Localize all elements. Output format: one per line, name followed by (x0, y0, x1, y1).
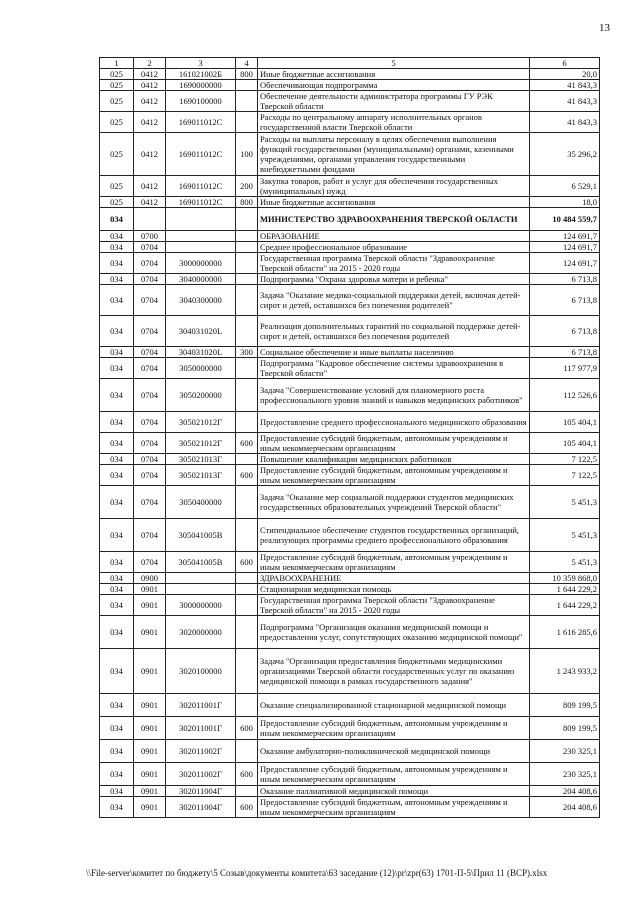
cell-admin-code: 034 (100, 285, 134, 316)
cell-expense-type (236, 242, 258, 253)
cell-description: Оказание специализированной стационарной медицинской помощи (258, 694, 530, 717)
cell-description: Предоставление субсидий бюджетным, автономным учреждениям и иным некоммерческим организациям (258, 763, 530, 786)
cell-expense-type: 800 (236, 197, 258, 208)
cell-expense-type: 600 (236, 797, 258, 818)
cell-section-code: 0704 (134, 285, 166, 316)
cell-amount: 5 451,3 (530, 552, 600, 573)
cell-expense-type: 200 (236, 176, 258, 197)
cell-target-article (166, 231, 236, 242)
cell-amount: 6 529,1 (530, 176, 600, 197)
cell-admin-code: 034 (100, 486, 134, 519)
cell-admin-code: 025 (100, 80, 134, 91)
table-row (100, 740, 600, 763)
column-header: 5 (258, 58, 530, 69)
cell-expense-type: 600 (236, 552, 258, 573)
cell-description: Социальное обеспечение и иные выплаты населению (258, 347, 530, 358)
cell-section-code: 0704 (134, 465, 166, 486)
cell-description: Среднее профессиональное образование (258, 242, 530, 253)
cell-section-code: 0901 (134, 649, 166, 694)
cell-target-article: 169011012С (166, 176, 236, 197)
table-row (100, 552, 600, 573)
cell-admin-code: 034 (100, 694, 134, 717)
cell-target-article: 304031020L (166, 347, 236, 358)
cell-target-article: 305021013Г (166, 465, 236, 486)
cell-target-article: 161021002Б (166, 69, 236, 80)
page-number: 13 (599, 22, 610, 34)
table-row (100, 242, 600, 253)
cell-admin-code: 034 (100, 763, 134, 786)
cell-amount: 35 296,2 (530, 133, 600, 176)
cell-section-code: 0704 (134, 253, 166, 274)
cell-admin-code: 034 (100, 274, 134, 285)
table-row (100, 347, 600, 358)
cell-amount: 41 843,3 (530, 112, 600, 133)
cell-amount: 124 691,7 (530, 231, 600, 242)
cell-expense-type (236, 486, 258, 519)
cell-target-article: 3000000000 (166, 253, 236, 274)
cell-admin-code: 034 (100, 454, 134, 465)
cell-amount: 809 199,5 (530, 717, 600, 740)
cell-expense-type (236, 91, 258, 112)
cell-expense-type (236, 595, 258, 616)
cell-section-code: 0704 (134, 486, 166, 519)
cell-amount: 6 713,8 (530, 274, 600, 285)
column-header: 4 (236, 58, 258, 69)
cell-target-article: 302011001Г (166, 694, 236, 717)
cell-expense-type (236, 649, 258, 694)
cell-amount: 112 526,6 (530, 379, 600, 412)
cell-target-article: 3050000000 (166, 358, 236, 379)
cell-description: Предоставление субсидий бюджетным, автономным учреждениям и иным некоммерческим организациям (258, 465, 530, 486)
cell-section-code: 0704 (134, 433, 166, 454)
table-row (100, 412, 600, 433)
table-row (100, 694, 600, 717)
cell-expense-type (236, 274, 258, 285)
cell-target-article: 169011012С (166, 112, 236, 133)
cell-admin-code: 034 (100, 595, 134, 616)
cell-description: Задача "Оказание мер социальной поддержки студентов медицинских государственных образовательных учреждений Тверской области" (258, 486, 530, 519)
cell-expense-type: 600 (236, 433, 258, 454)
table-row (100, 786, 600, 797)
table-row (100, 717, 600, 740)
cell-section-code: 0704 (134, 316, 166, 347)
cell-description: Предоставление субсидий бюджетным, автономным учреждениям и иным некоммерческим организациям (258, 433, 530, 454)
cell-expense-type (236, 740, 258, 763)
cell-target-article: 305021012Г (166, 433, 236, 454)
cell-admin-code: 034 (100, 231, 134, 242)
cell-amount: 7 122,5 (530, 454, 600, 465)
cell-description: Задача "Совершенствование условий для планомерного роста профессионального уровня знаний и навыков медицинских работников" (258, 379, 530, 412)
cell-amount: 7 122,5 (530, 465, 600, 486)
cell-expense-type (236, 786, 258, 797)
cell-description: Повышение квалификации медицинских работников (258, 454, 530, 465)
cell-target-article: 169011012С (166, 197, 236, 208)
cell-amount: 20,0 (530, 69, 600, 80)
cell-amount: 204 408,6 (530, 797, 600, 818)
cell-target-article: 169011012С (166, 133, 236, 176)
table-header-row (100, 58, 600, 69)
cell-expense-type (236, 316, 258, 347)
column-header: 2 (134, 58, 166, 69)
cell-admin-code: 034 (100, 584, 134, 595)
cell-section-code: 0901 (134, 740, 166, 763)
cell-expense-type (236, 584, 258, 595)
cell-description: Расходы на выплаты персоналу в целях обеспечения выполнения функций государственными (муниципальными) органами, казенными учреждениями, органами управления государственными внебюджетными фондами (258, 133, 530, 176)
cell-description: Подпрограмма "Кадровое обеспечение системы здравоохранения в Тверской области" (258, 358, 530, 379)
cell-amount: 18,0 (530, 197, 600, 208)
budget-table (99, 57, 600, 818)
cell-expense-type: 600 (236, 717, 258, 740)
table-row (100, 231, 600, 242)
cell-expense-type: 800 (236, 69, 258, 80)
cell-section-code: 0412 (134, 197, 166, 208)
cell-target-article: 305041005В (166, 519, 236, 552)
cell-target-article: 1690000000 (166, 80, 236, 91)
cell-expense-type (236, 231, 258, 242)
cell-amount: 6 713,8 (530, 347, 600, 358)
cell-admin-code: 025 (100, 91, 134, 112)
cell-section-code: 0704 (134, 242, 166, 253)
cell-admin-code: 025 (100, 176, 134, 197)
cell-target-article: 3040000000 (166, 274, 236, 285)
cell-description: Обеспечение деятельности администратора программы ГУ РЭК Тверской области (258, 91, 530, 112)
cell-amount: 124 691,7 (530, 253, 600, 274)
cell-amount: 230 325,1 (530, 763, 600, 786)
cell-description: ОБРАЗОВАНИЕ (258, 231, 530, 242)
table-row (100, 274, 600, 285)
cell-section-code: 0704 (134, 358, 166, 379)
cell-description: Обеспечивающая подпрограмма (258, 80, 530, 91)
table-row (100, 649, 600, 694)
table-row (100, 763, 600, 786)
cell-expense-type (236, 285, 258, 316)
cell-expense-type: 300 (236, 347, 258, 358)
cell-expense-type (236, 379, 258, 412)
cell-description: Закупка товаров, работ и услуг для обеспечения государственных (муниципальных) нужд (258, 176, 530, 197)
cell-target-article: 3000000000 (166, 595, 236, 616)
cell-amount: 10 484 559,7 (530, 208, 600, 231)
cell-section-code: 0704 (134, 412, 166, 433)
cell-expense-type: 600 (236, 763, 258, 786)
cell-admin-code: 034 (100, 519, 134, 552)
table-row (100, 133, 600, 176)
cell-section-code: 0704 (134, 379, 166, 412)
cell-target-article (166, 573, 236, 584)
cell-description: Подпрограмма "Охрана здоровья матери и ребенка" (258, 274, 530, 285)
cell-admin-code: 034 (100, 797, 134, 818)
cell-description: Предоставление субсидий бюджетным, автономным учреждениям и иным некоммерческим организациям (258, 717, 530, 740)
cell-amount: 809 199,5 (530, 694, 600, 717)
cell-amount: 6 713,8 (530, 285, 600, 316)
cell-description: Предоставление субсидий бюджетным, автономным учреждениям и иным некоммерческим организациям (258, 552, 530, 573)
cell-target-article: 304031020L (166, 316, 236, 347)
table-row (100, 316, 600, 347)
table-row (100, 465, 600, 486)
cell-target-article: 302011002Г (166, 740, 236, 763)
cell-admin-code: 034 (100, 573, 134, 584)
cell-description: Иные бюджетные ассигнования (258, 197, 530, 208)
cell-expense-type (236, 80, 258, 91)
cell-amount: 124 691,7 (530, 242, 600, 253)
table-row (100, 112, 600, 133)
cell-section-code: 0704 (134, 347, 166, 358)
table-row (100, 573, 600, 584)
file-path-footer: \\File-server\комитет по бюджету\5 Созыв\документы комитета\63 заседание (12)\pr\zpr(63) 1701-П-5\Прил 11 (ВСР).xlsx (86, 868, 548, 878)
cell-description: Задача "Оказание медико-социальной поддержки детей, включая детей-сирот и детей, оставшихся без попечения родителей" (258, 285, 530, 316)
cell-admin-code: 034 (100, 253, 134, 274)
table-row (100, 176, 600, 197)
column-header: 1 (100, 58, 134, 69)
table-row (100, 797, 600, 818)
cell-admin-code: 025 (100, 133, 134, 176)
cell-section-code: 0901 (134, 584, 166, 595)
cell-description: Предоставление субсидий бюджетным, автономным учреждениям и иным некоммерческим организациям (258, 797, 530, 818)
cell-description: Реализация дополнительных гарантий по социальной поддержке детей-сирот и детей, оставшихся без попечения родителей (258, 316, 530, 347)
column-header: 3 (166, 58, 236, 69)
cell-section-code: 0704 (134, 454, 166, 465)
cell-section-code: 0901 (134, 786, 166, 797)
cell-target-article: 305041005В (166, 552, 236, 573)
cell-admin-code: 034 (100, 412, 134, 433)
table-row (100, 584, 600, 595)
cell-admin-code: 034 (100, 786, 134, 797)
cell-target-article (166, 208, 236, 231)
cell-section-code: 0412 (134, 133, 166, 176)
cell-description: ЗДРАВООХРАНЕНИЕ (258, 573, 530, 584)
table-row (100, 616, 600, 649)
cell-expense-type: 100 (236, 133, 258, 176)
column-header: 6 (530, 58, 600, 69)
table-row (100, 69, 600, 80)
cell-description: Государственная программа Тверской области "Здравоохранение Тверской области" на 2015 - 2020 годы (258, 595, 530, 616)
cell-expense-type: 600 (236, 465, 258, 486)
cell-amount: 5 451,3 (530, 486, 600, 519)
cell-admin-code: 034 (100, 616, 134, 649)
table-row (100, 454, 600, 465)
cell-amount: 41 843,3 (530, 80, 600, 91)
cell-target-article: 302011001Г (166, 717, 236, 740)
cell-description: Оказание паллиативной медицинской помощи (258, 786, 530, 797)
cell-section-code: 0901 (134, 694, 166, 717)
table-row (100, 379, 600, 412)
cell-section-code (134, 208, 166, 231)
cell-expense-type (236, 454, 258, 465)
cell-section-code: 0412 (134, 112, 166, 133)
cell-expense-type (236, 208, 258, 231)
cell-amount: 204 408,6 (530, 786, 600, 797)
cell-expense-type (236, 358, 258, 379)
cell-expense-type (236, 694, 258, 717)
cell-description: Расходы по центральному аппарату исполнительных органов государственной власти Тверской области (258, 112, 530, 133)
cell-amount: 1 243 933,2 (530, 649, 600, 694)
cell-section-code: 0412 (134, 69, 166, 80)
cell-admin-code: 034 (100, 208, 134, 231)
cell-target-article (166, 584, 236, 595)
cell-description: Стационарная медицинская помощь (258, 584, 530, 595)
cell-description: Иные бюджетные ассигнования (258, 69, 530, 80)
cell-section-code: 0900 (134, 573, 166, 584)
cell-amount: 5 451,3 (530, 519, 600, 552)
table-row (100, 433, 600, 454)
cell-amount: 105 404,1 (530, 433, 600, 454)
cell-section-code: 0901 (134, 616, 166, 649)
cell-section-code: 0901 (134, 797, 166, 818)
cell-expense-type (236, 112, 258, 133)
cell-amount: 1 616 285,6 (530, 616, 600, 649)
cell-admin-code: 034 (100, 649, 134, 694)
cell-target-article: 3020000000 (166, 616, 236, 649)
cell-target-article: 3020100000 (166, 649, 236, 694)
cell-expense-type (236, 253, 258, 274)
cell-section-code: 0704 (134, 274, 166, 285)
cell-admin-code: 034 (100, 740, 134, 763)
table-row (100, 519, 600, 552)
table-row (100, 91, 600, 112)
cell-admin-code: 025 (100, 197, 134, 208)
cell-description: МИНИСТЕРСТВО ЗДРАВООХРАНЕНИЯ ТВЕРСКОЙ ОБЛАСТИ (258, 208, 530, 231)
cell-description: Задача "Организация предоставления бюджетными медицинскими организациями Тверской области государственных услуг по оказанию медицинской помощи в рамках государственного задания" (258, 649, 530, 694)
cell-section-code: 0901 (134, 763, 166, 786)
cell-amount: 105 404,1 (530, 412, 600, 433)
table-row (100, 285, 600, 316)
cell-admin-code: 034 (100, 379, 134, 412)
cell-section-code: 0704 (134, 519, 166, 552)
cell-amount: 41 843,3 (530, 91, 600, 112)
cell-section-code: 0700 (134, 231, 166, 242)
cell-expense-type (236, 573, 258, 584)
cell-description: Предоставление среднего профессионального медицинского образования (258, 412, 530, 433)
cell-section-code: 0704 (134, 552, 166, 573)
cell-amount: 6 713,8 (530, 316, 600, 347)
cell-target-article (166, 242, 236, 253)
cell-admin-code: 034 (100, 347, 134, 358)
cell-admin-code: 034 (100, 242, 134, 253)
table-row (100, 253, 600, 274)
table-row (100, 197, 600, 208)
cell-amount: 117 977,9 (530, 358, 600, 379)
cell-target-article: 3040300000 (166, 285, 236, 316)
cell-admin-code: 034 (100, 465, 134, 486)
cell-target-article: 3050200000 (166, 379, 236, 412)
cell-section-code: 0412 (134, 176, 166, 197)
cell-target-article: 1690100000 (166, 91, 236, 112)
table-row (100, 486, 600, 519)
cell-admin-code: 034 (100, 433, 134, 454)
cell-target-article: 302011002Г (166, 763, 236, 786)
cell-target-article: 302011004Г (166, 786, 236, 797)
cell-admin-code: 025 (100, 112, 134, 133)
cell-expense-type (236, 412, 258, 433)
table-row (100, 80, 600, 91)
cell-target-article: 3050400000 (166, 486, 236, 519)
cell-section-code: 0901 (134, 717, 166, 740)
cell-admin-code: 034 (100, 316, 134, 347)
cell-description: Оказание амбулаторно-поликлинической медицинской помощи (258, 740, 530, 763)
table-row (100, 595, 600, 616)
cell-description: Государственная программа Тверской области "Здравоохранение Тверской области" на 2015 - 2020 годы (258, 253, 530, 274)
cell-section-code: 0412 (134, 80, 166, 91)
cell-target-article: 305021012Г (166, 412, 236, 433)
cell-target-article: 305021013Г (166, 454, 236, 465)
cell-admin-code: 034 (100, 358, 134, 379)
cell-section-code: 0412 (134, 91, 166, 112)
table-row (100, 358, 600, 379)
cell-amount: 1 644 229,2 (530, 584, 600, 595)
table-row (100, 208, 600, 231)
cell-description: Подпрограмма "Организация оказания медицинской помощи и предоставления услуг, сопутствующих оказанию медицинской помощи" (258, 616, 530, 649)
cell-expense-type (236, 616, 258, 649)
cell-expense-type (236, 519, 258, 552)
cell-description: Стипендиальное обеспечение студентов государственных организаций, реализующих программы среднего профессионального образования (258, 519, 530, 552)
cell-admin-code: 034 (100, 552, 134, 573)
cell-admin-code: 025 (100, 69, 134, 80)
cell-amount: 10 359 868,0 (530, 573, 600, 584)
cell-amount: 1 644 229,2 (530, 595, 600, 616)
cell-target-article: 302011004Г (166, 797, 236, 818)
cell-section-code: 0901 (134, 595, 166, 616)
cell-amount: 230 325,1 (530, 740, 600, 763)
cell-admin-code: 034 (100, 717, 134, 740)
